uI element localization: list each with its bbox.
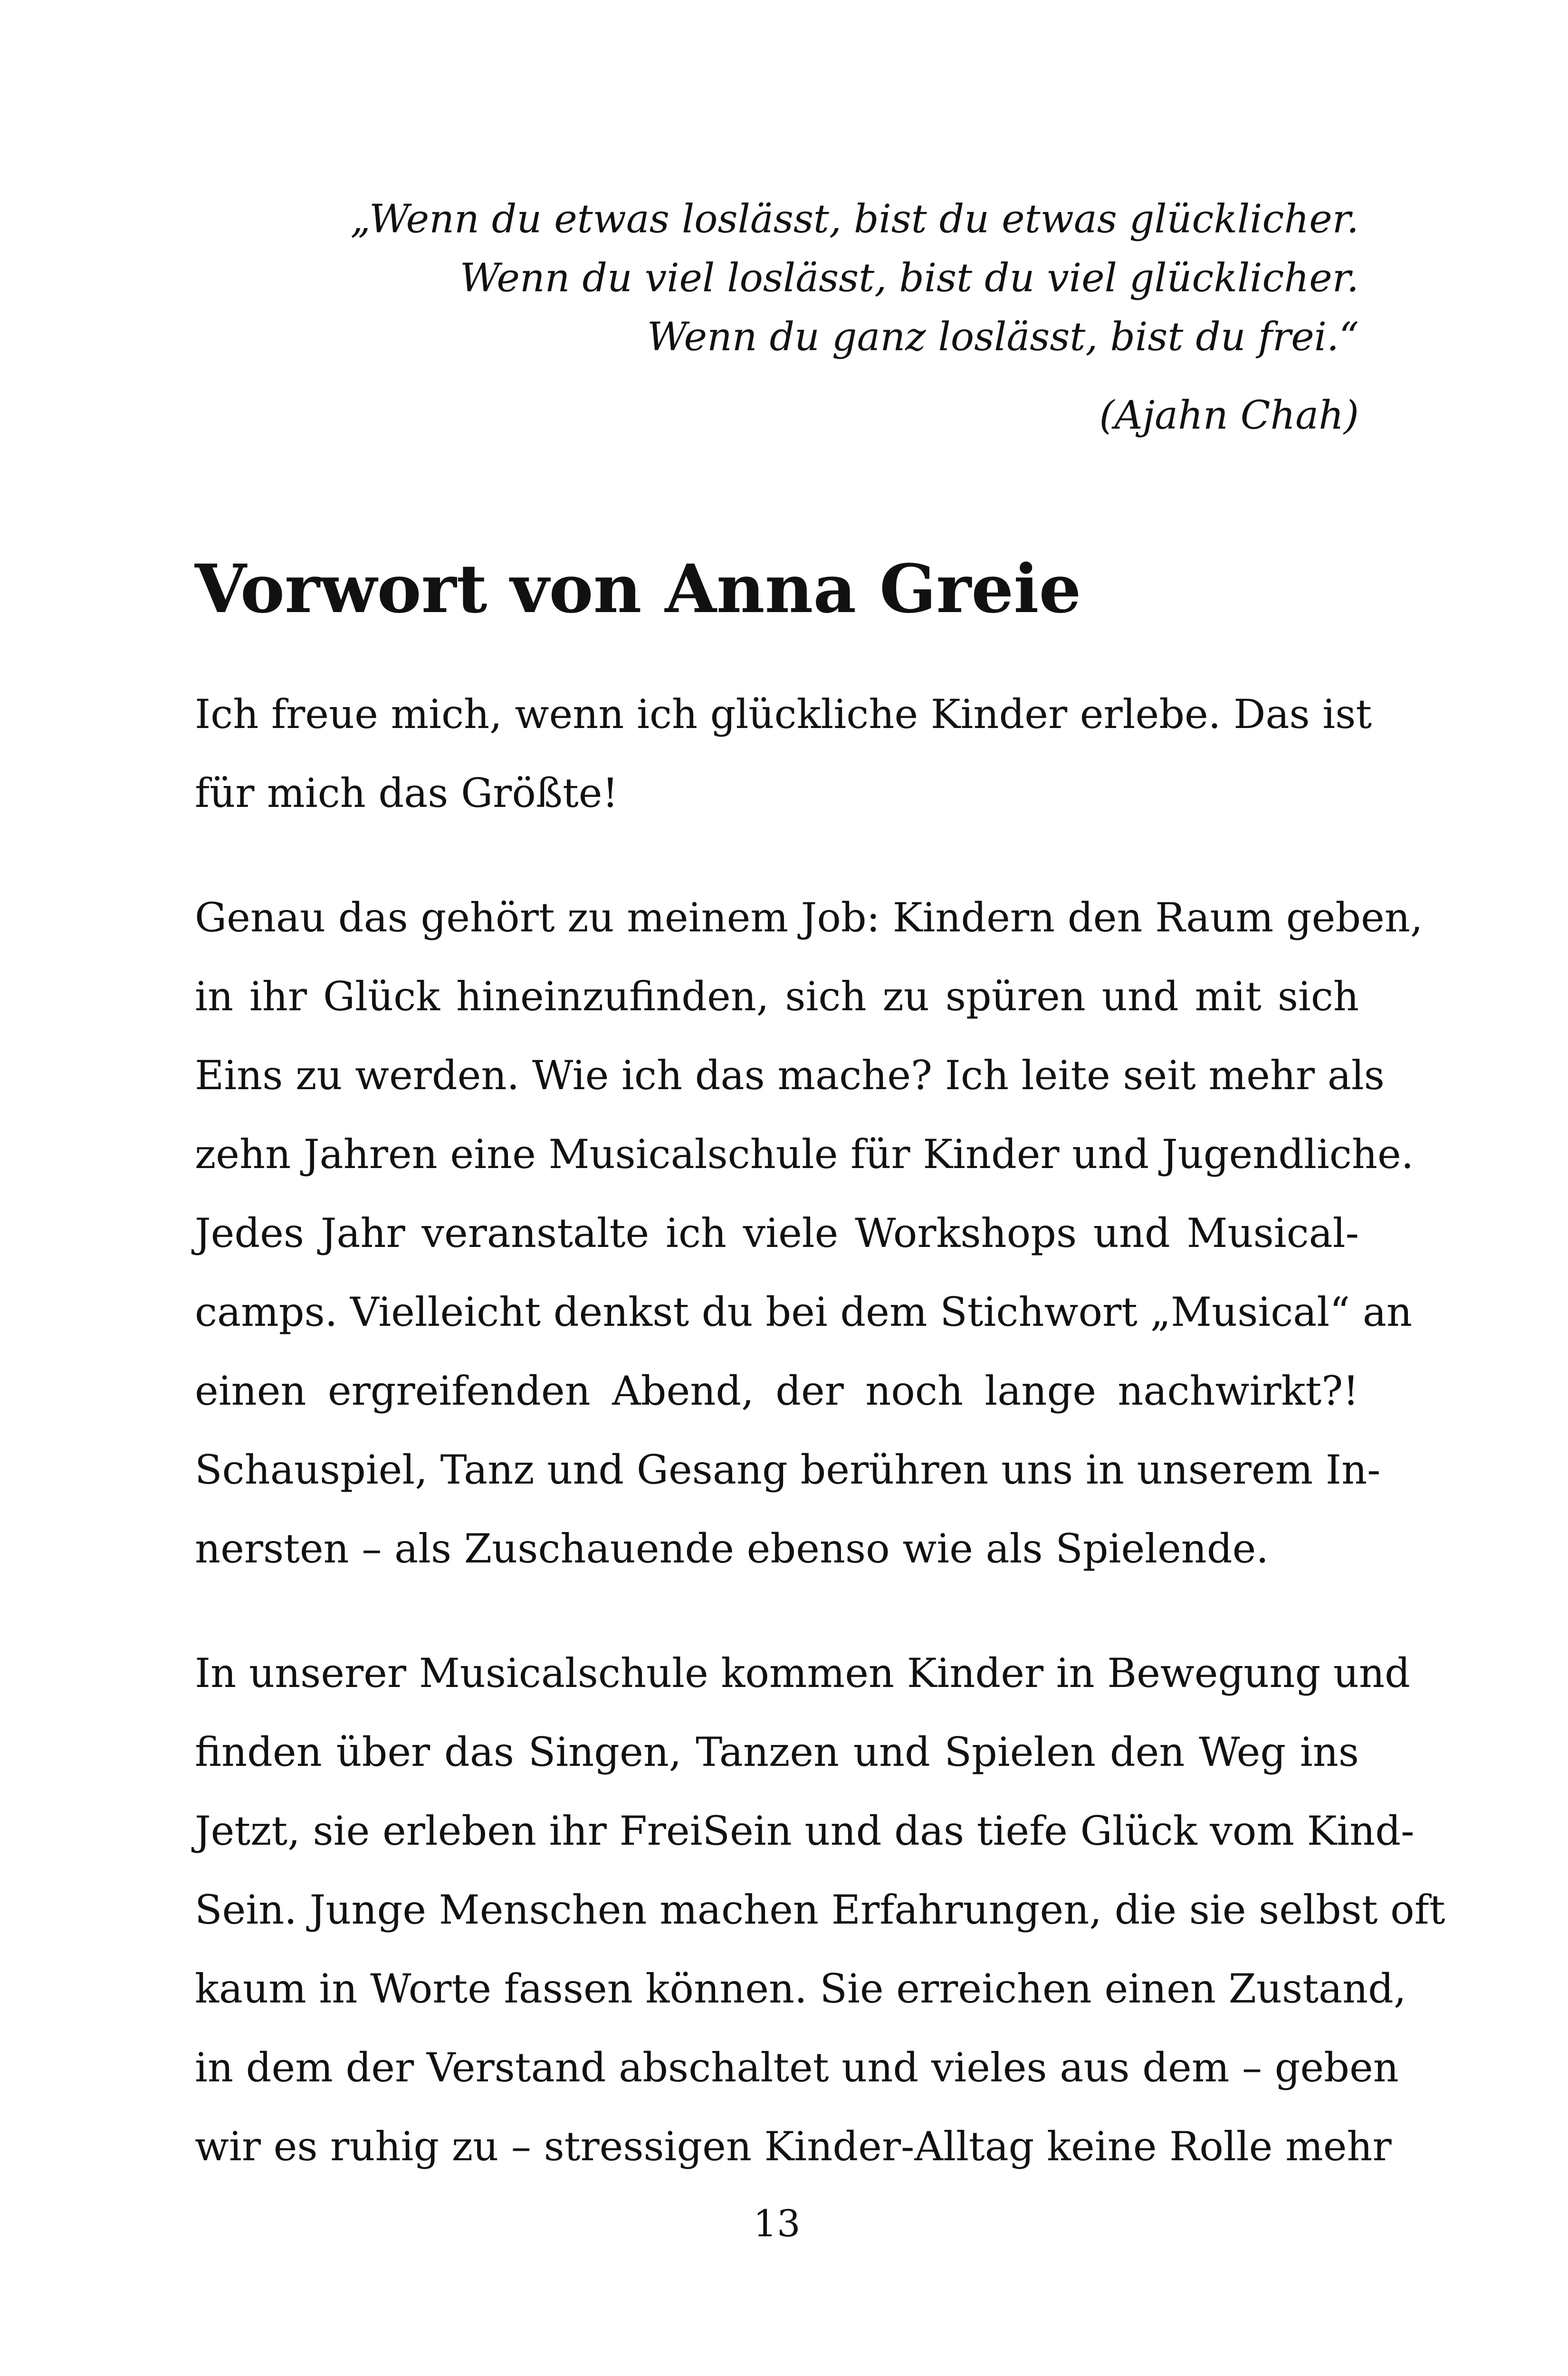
page-number: 13 <box>753 2203 801 2245</box>
chapter-heading: Vorwort von Anna Greie <box>195 550 1081 628</box>
epigraph-line: Wenn du ganz loslässt, bist du frei.“ <box>647 315 1359 360</box>
text-line: für mich das Größte! <box>195 770 619 816</box>
text-line: zehn Jahren eine Musicalschule für Kinder und Jugendliche. <box>195 1131 1414 1178</box>
epigraph-line: Wenn du viel loslässt, bist du viel glücklicher. <box>459 256 1359 301</box>
text-line: nersten – als Zuschauende ebenso wie als Spielende. <box>195 1525 1269 1572</box>
book-page <box>195 0 1445 2376</box>
text-line: Schauspiel, Tanz und Gesang berühren uns in unserem In- <box>195 1447 1381 1493</box>
text-line: Genau das gehört zu meinem Job: Kindern den Raum geben, <box>195 894 1423 941</box>
epigraph-line: „Wenn du etwas loslässt, bist du etwas glücklicher. <box>350 197 1359 242</box>
text-line: in ihr Glück hineinzufinden, sich zu spüren und mit sich <box>195 973 1359 1020</box>
text-line: kaum in Worte fassen können. Sie erreichen einen Zustand, <box>195 1965 1406 2012</box>
text-line: camps. Vielleicht denkst du bei dem Stichwort „Musical“ an <box>195 1289 1413 1335</box>
epigraph-attribution: (Ajahn Chah) <box>1099 393 1359 438</box>
epigraph-quote <box>351 190 1359 367</box>
text-line: Eins zu werden. Wie ich das mache? Ich leite seit mehr als <box>195 1052 1385 1099</box>
text-line: In unserer Musicalschule kommen Kinder in Bewegung und <box>195 1650 1410 1696</box>
text-line: Jetzt, sie erleben ihr FreiSein und das tiefe Glück vom Kind- <box>195 1808 1415 1854</box>
text-line: einen ergreifenden Abend, der noch lange nachwirkt?! <box>195 1368 1359 1414</box>
text-line: Ich freue mich, wenn ich glückliche Kinder erlebe. Das ist <box>195 691 1372 738</box>
text-line: Sein. Junge Menschen machen Erfahrungen, die sie selbst oft <box>195 1887 1445 1933</box>
text-line: finden über das Singen, Tanzen und Spielen den Weg ins <box>195 1729 1359 1775</box>
paragraph <box>195 1634 1445 2186</box>
paragraph <box>195 878 1423 1588</box>
paragraph <box>195 675 1372 833</box>
text-line: wir es ruhig zu – stressigen Kinder-Alltag keine Rolle mehr <box>195 2123 1392 2170</box>
body-text <box>195 675 1445 2232</box>
text-line: in dem der Verstand abschaltet und vieles aus dem – geben <box>195 2044 1399 2091</box>
text-line: Jedes Jahr veranstalte ich viele Workshops und Musical- <box>195 1210 1359 1256</box>
